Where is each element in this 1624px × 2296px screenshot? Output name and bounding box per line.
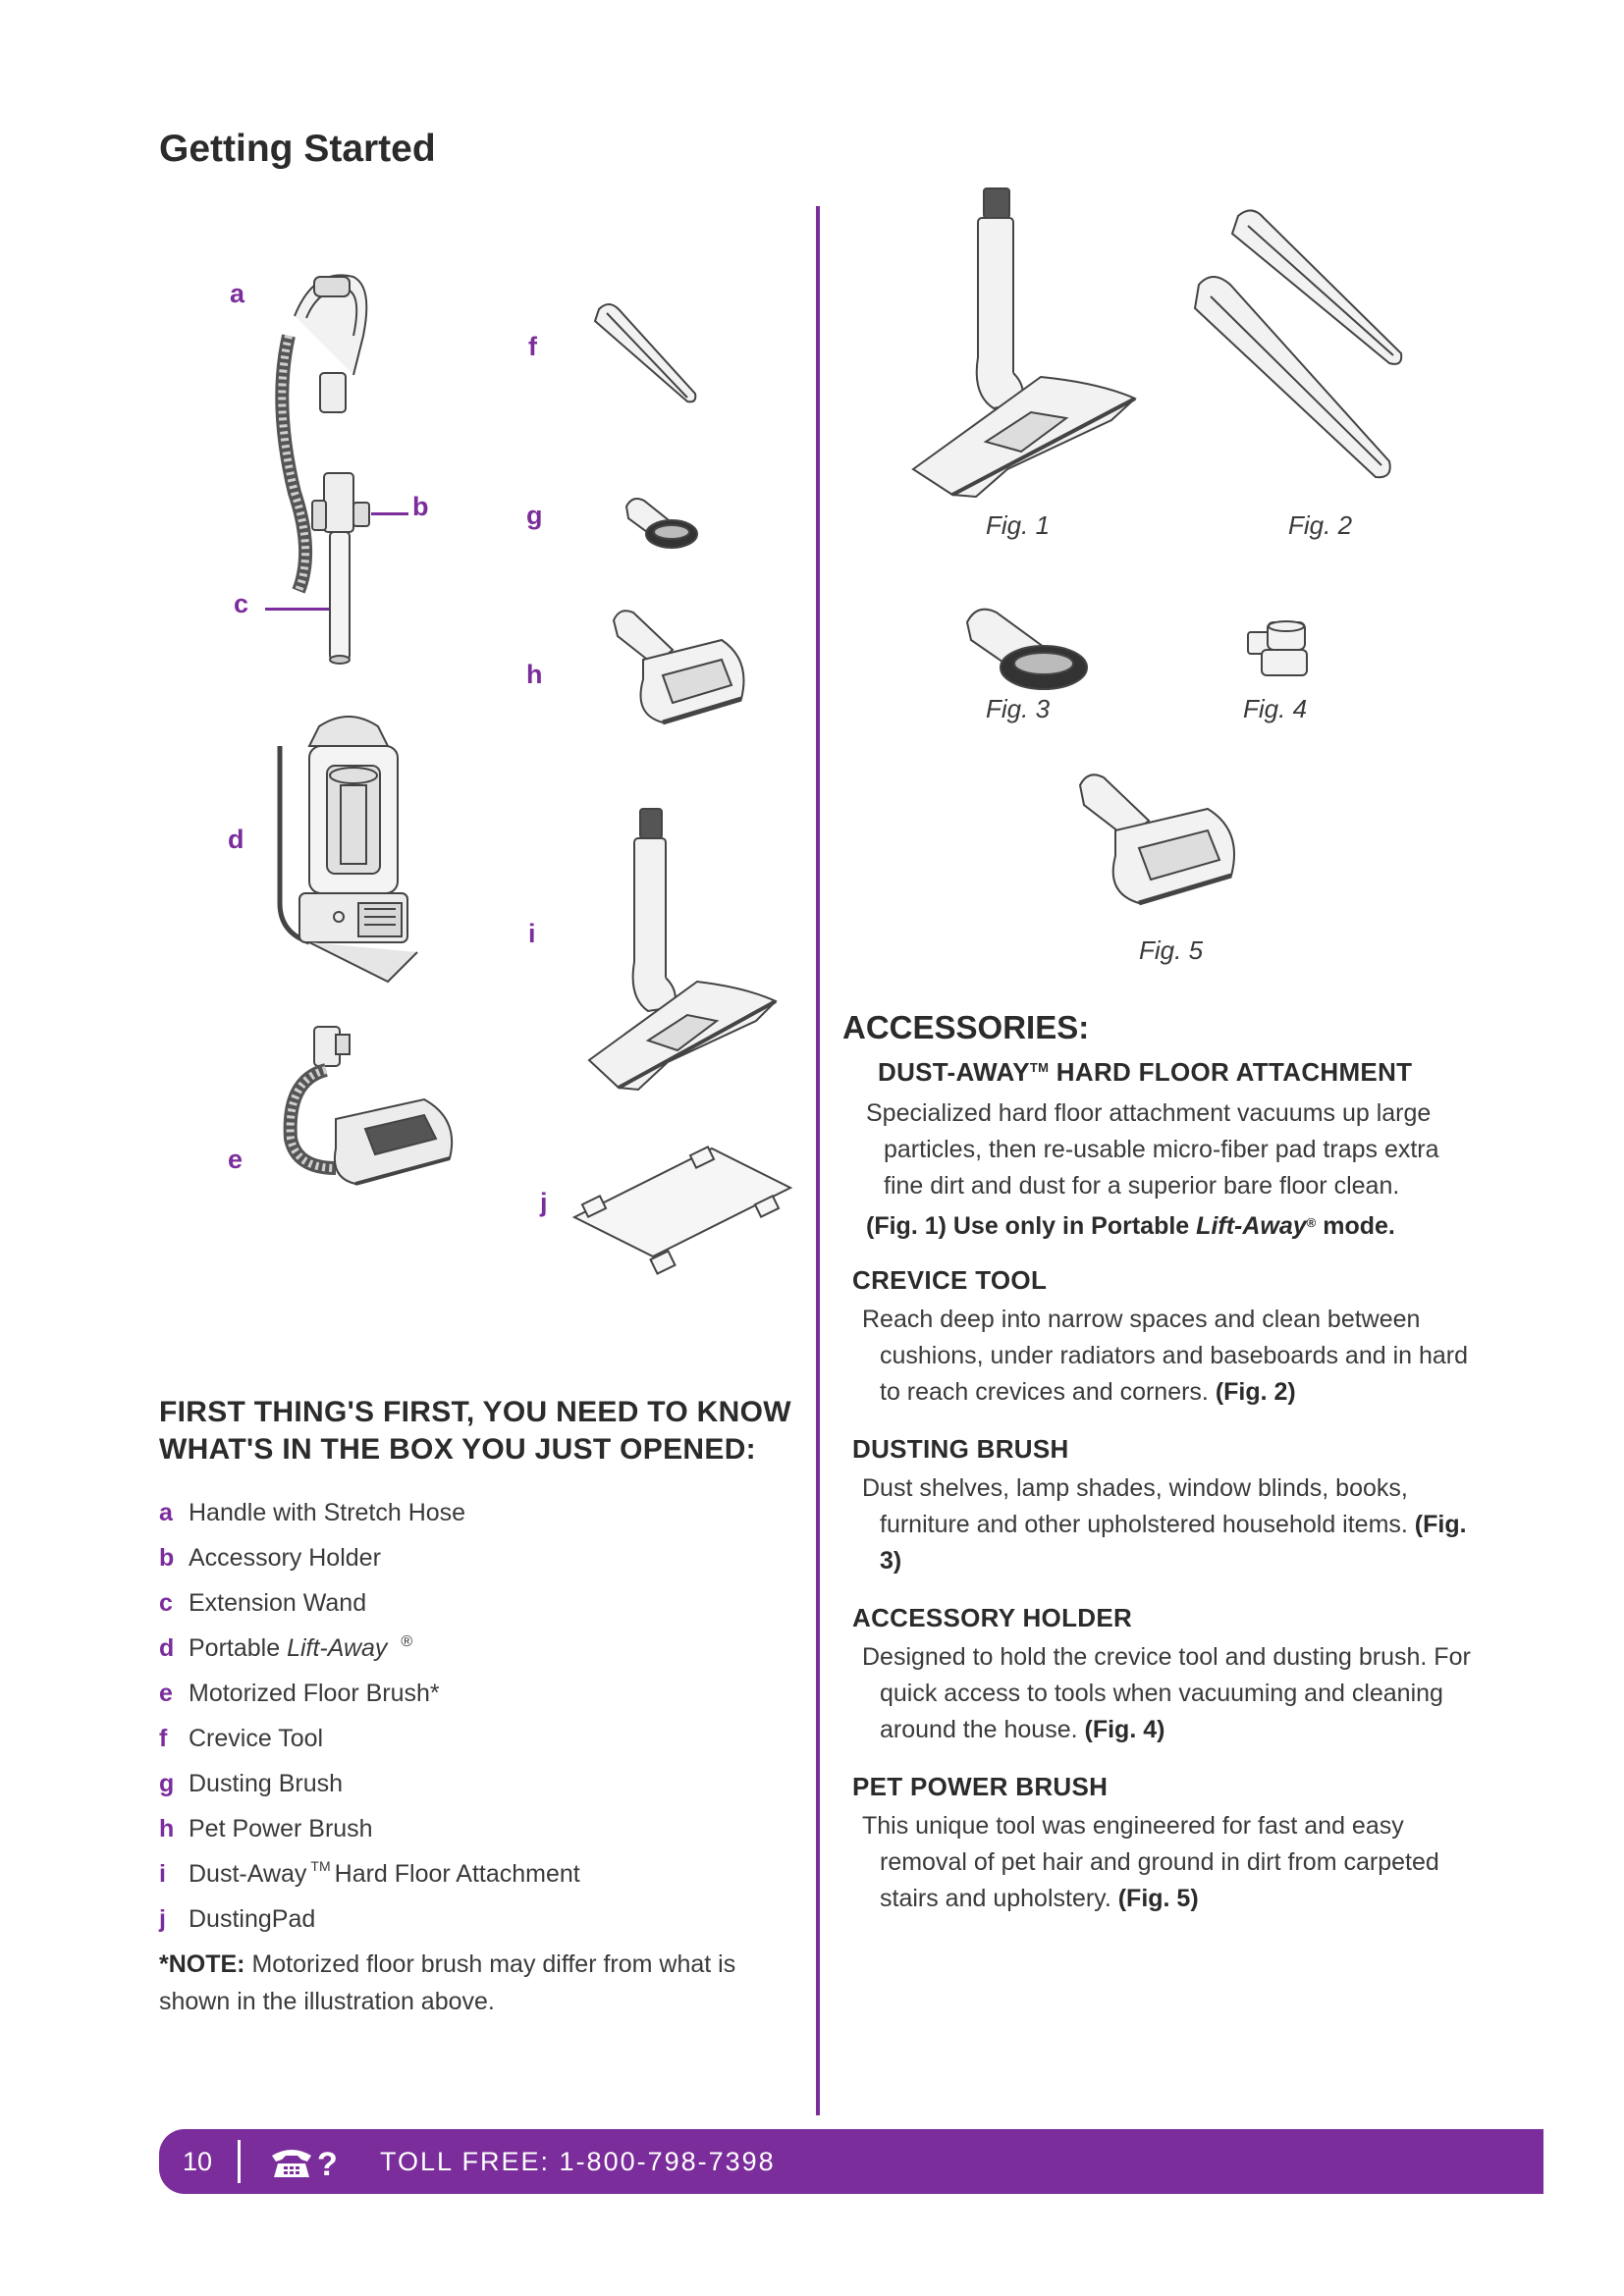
list-item: c Extension Wand (159, 1589, 367, 1617)
fig-3-caption: Fig. 3 (986, 694, 1051, 723)
fig-2-caption: Fig. 2 (1288, 510, 1353, 540)
dust-away-heading: DUST-AWAY™ HARD FLOOR ATTACHMENT (878, 1057, 1413, 1087)
box-contents-list (159, 1490, 797, 1942)
note-label: *NOTE: (159, 1950, 245, 1978)
trademark-mark: TM (1029, 1060, 1050, 1075)
pet-power-brush-section (852, 1769, 1481, 1917)
pet-power-brush-heading: PET POWER BRUSH (852, 1772, 1109, 1801)
box-contents-heading (159, 1394, 827, 1468)
fig-2-crevice-tool-illustration (1193, 206, 1404, 491)
part-label-b: b (412, 492, 429, 521)
footer-bar (159, 2129, 1543, 2194)
list-item: d Portable Lift-Away ® (159, 1633, 413, 1662)
part-label-i: i (528, 919, 536, 948)
fig-5-caption: Fig. 5 (1139, 935, 1204, 965)
fig-3-dusting-brush-illustration (957, 599, 1095, 697)
dusting-brush-description: Dust shelves, lamp shades, window blinds, books, furniture and other upholstered household items. (Fig. 3) (862, 1474, 1467, 1575)
dust-away-usage-note: (Fig. 1) Use only in Portable Lift-Away® mode. (866, 1212, 1395, 1240)
page-number: 10 (183, 2146, 213, 2176)
page-title: Getting Started (159, 128, 436, 170)
note-text: Motorized floor brush may differ from what is shown in the illustration above. (159, 1950, 736, 2015)
list-item: j DustingPad (159, 1905, 316, 1933)
fig-4-accessory-holder-illustration (1242, 618, 1316, 683)
part-label-d: d (228, 825, 244, 854)
part-label-e: e (228, 1145, 244, 1174)
list-item: h Pet Power Brush (159, 1815, 373, 1842)
crevice-tool-heading: CREVICE TOOL (852, 1265, 1048, 1295)
box-heading-line-1: FIRST THING'S FIRST, YOU NEED TO KNOW (159, 1396, 791, 1428)
crevice-tool-description: Reach deep into narrow spaces and clean between cushions, under radiators and baseboards and in hard to reach crevices and corners. (Fig. 2) (862, 1306, 1469, 1406)
fig-5-pet-power-brush-illustration (1070, 766, 1252, 918)
handle-with-stretch-hose-illustration (255, 257, 383, 669)
list-item: f Crevice Tool (159, 1725, 324, 1752)
box-heading-line-2: WHAT'S IN THE BOX YOU JUST OPENED: (159, 1433, 756, 1466)
portable-lift-away-illustration (270, 707, 427, 991)
accessory-holder-section (852, 1600, 1481, 1748)
part-label-a: a (230, 279, 245, 308)
fig-1-caption: Fig. 1 (986, 510, 1051, 540)
crevice-tool-illustration (589, 299, 702, 407)
toll-free-number: TOLL FREE: 1-800-798-7398 (380, 2146, 776, 2176)
part-label-c: c (234, 589, 249, 618)
pet-power-brush-illustration (604, 601, 761, 738)
pet-power-brush-description: This unique tool was engineered for fast and easy removal of pet hair and ground in dirt from carpeted stairs and upholstery. (Fig. 5) (862, 1812, 1439, 1912)
part-label-f: f (528, 332, 537, 361)
dusting-brush-heading: DUSTING BRUSH (852, 1434, 1069, 1464)
part-label-h: h (526, 660, 543, 689)
fig-1-hard-floor-attachment-illustration (903, 185, 1144, 499)
motorized-floor-brush-illustration (277, 1021, 463, 1188)
dusting-brush-section (852, 1431, 1481, 1579)
part-label-j: j (540, 1188, 548, 1217)
list-item: a Handle with Stretch Hose (159, 1499, 466, 1526)
dust-away-hard-floor-attachment-illustration (579, 805, 790, 1099)
list-item: i Dust-Away ™ Hard Floor Attachment (159, 1858, 580, 1888)
dust-away-description: Specialized hard floor attachment vacuums up large particles, then re-usable micro-fiber pad traps extra fine dirt and dust for a superior bare floor clean. (866, 1099, 1439, 1200)
list-item: g Dusting Brush (159, 1770, 344, 1797)
column-divider (816, 206, 820, 2115)
note (159, 1946, 787, 2020)
part-label-g: g (526, 501, 543, 530)
crevice-tool-section (852, 1262, 1481, 1411)
dust-away-body (856, 1095, 1485, 1245)
telephone-question-icon (268, 2142, 341, 2181)
dust-away-section (878, 1054, 1506, 1090)
list-item: b Accessory Holder (159, 1544, 381, 1572)
accessory-holder-heading: ACCESSORY HOLDER (852, 1603, 1133, 1632)
accessory-holder-description: Designed to hold the crevice tool and dusting brush. For quick access to tools when vacuuming and cleaning around the house. (Fig. 4) (862, 1643, 1471, 1743)
svg-text:?: ? (317, 2146, 338, 2181)
accessories-title: ACCESSORIES: (842, 1009, 1090, 1045)
dusting-pad-illustration (565, 1139, 795, 1296)
list-item: e Motorized Floor Brush* (159, 1680, 440, 1707)
fig-4-caption: Fig. 4 (1243, 694, 1308, 723)
dusting-brush-illustration (619, 491, 702, 555)
footer-separator (238, 2140, 241, 2183)
